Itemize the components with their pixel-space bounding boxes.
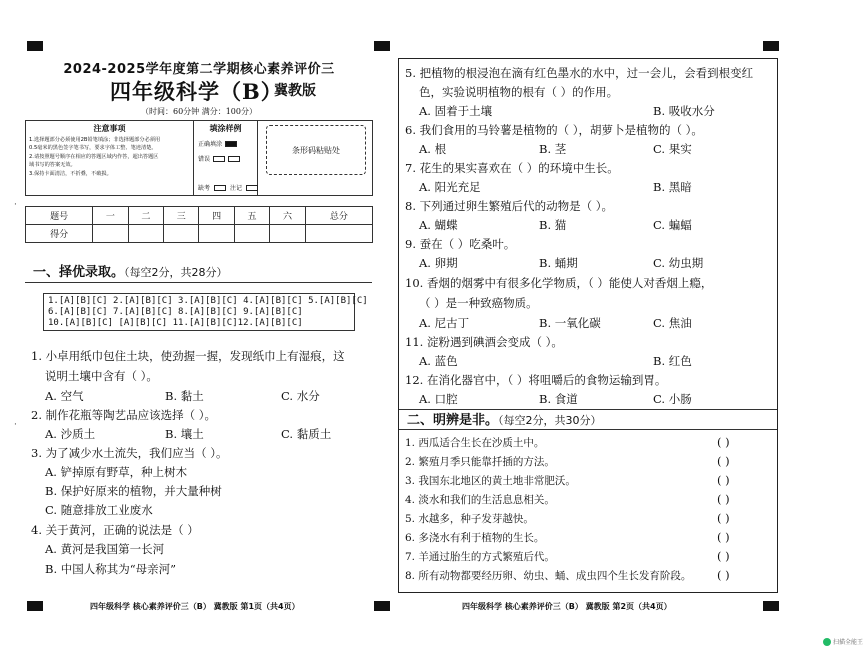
scanner-watermark — [823, 637, 863, 646]
judge-answer-7[interactable]: ( ) — [717, 549, 730, 563]
page-right — [398, 58, 778, 593]
question-9-option-c[interactable]: C. 幼虫期 — [653, 256, 704, 270]
question-10-option-b[interactable]: B. 一氧化碳 — [539, 316, 601, 330]
question-11-option-a[interactable]: A. 蓝色 — [419, 354, 458, 368]
question-8-option-b[interactable]: B. 猫 — [539, 218, 567, 232]
question-6-option-a[interactable]: A. 根 — [419, 142, 447, 156]
question-4-option-b[interactable]: B. 中国人称其为“母亲河” — [45, 562, 177, 576]
answer-row[interactable]: 1.[A][B][C] 2.[A][B][C] 3.[A][B][C] 4.[A][B][C] 5.[A][B][C] — [48, 296, 368, 306]
notice-box — [25, 120, 373, 196]
question-2-option-a[interactable]: A. 沙质土 — [45, 427, 96, 441]
wrong-swatch-icon — [213, 156, 225, 162]
question-11: 11. 淀粉遇到碘酒会变成（ ）。 — [405, 335, 563, 349]
score-cell: 二 — [128, 207, 163, 225]
question-10-option-a[interactable]: A. 尼古丁 — [419, 316, 470, 330]
judge-item-4: 4. 淡水和我们的生活息息相关。 — [405, 494, 555, 506]
question-2-option-c[interactable]: C. 黏质土 — [281, 427, 332, 441]
section2-note: （每空2分，共30分） — [498, 414, 602, 427]
scanner-watermark-text: 扫描全能王 — [833, 639, 863, 646]
notice-line: 2.请按照题号顺序在相应的答题区域内作答，超出答题区 — [29, 153, 159, 160]
question-10-line2: （ ）是一种致癌物质。 — [419, 296, 538, 310]
question-6: 6. 我们食用的马铃薯是植物的（ ），胡萝卜是植物的（ ）。 — [405, 123, 703, 137]
notice-line: 3.保持卡面清洁，不折叠，不破损。 — [29, 170, 112, 177]
mark-checkbox[interactable] — [246, 185, 258, 191]
judge-answer-2[interactable]: ( ) — [717, 454, 730, 468]
notice-line: 0.5毫米的黑色签字笔书写，要求字体工整、笔迹清楚。 — [29, 145, 157, 152]
section2-title: 二、明辨是非。 — [407, 413, 499, 428]
barcode-area: 条形码粘贴处 — [266, 125, 366, 175]
wrong-swatch-icon — [228, 156, 240, 162]
question-4: 4. 关于黄河，正确的说法是（ ） — [31, 523, 199, 537]
fill-wrong-label: 错误 — [198, 156, 211, 163]
answer-row[interactable]: 6.[A][B][C] 7.[A][B][C] 8.[A][B][C] 9.[A][B][C] — [48, 307, 303, 317]
question-7-option-b[interactable]: B. 黑暗 — [653, 180, 692, 194]
question-12-option-a[interactable]: A. 口腔 — [419, 392, 458, 406]
judge-item-6: 6. 多浇水有利于植物的生长。 — [405, 532, 545, 544]
score-cell: 六 — [270, 207, 305, 225]
absent-checkbox[interactable] — [214, 185, 226, 191]
score-input-cell[interactable] — [164, 225, 199, 243]
footer-page-1: 四年级科学 核心素养评价三（B） 冀教版 第1页（共4页） — [90, 602, 300, 611]
exam-time: （时间：60分钟 满分：100分） — [141, 107, 257, 116]
judge-answer-8[interactable]: ( ) — [717, 568, 730, 582]
question-7: 7. 花生的果实喜欢在（ ）的环境中生长。 — [405, 161, 619, 175]
question-2: 2. 制作花瓶等陶艺品应该选择（ ）。 — [31, 408, 217, 422]
question-10-option-c[interactable]: C. 焦油 — [653, 316, 692, 330]
grade-title: 四年级科学（B） — [110, 79, 283, 104]
question-8-option-c[interactable]: C. 蝙蝠 — [653, 218, 692, 232]
registration-mark — [374, 41, 390, 51]
binding-dot: · — [14, 420, 17, 430]
judge-answer-3[interactable]: ( ) — [717, 473, 730, 487]
score-input-cell[interactable] — [270, 225, 305, 243]
question-9-option-a[interactable]: A. 卵期 — [419, 256, 458, 270]
notice-line: 1.选择题部分必须使用2B铅笔填涂；非选择题部分必须用 — [29, 137, 161, 143]
fill-correct-row — [198, 139, 253, 148]
question-1-line2: 说明土壤中含有（ ）。 — [45, 369, 158, 383]
score-cell: 五 — [234, 207, 269, 225]
absent-mark-label: 注记 — [230, 185, 243, 192]
question-11-option-b[interactable]: B. 红色 — [653, 354, 692, 368]
absent-row — [198, 183, 258, 192]
question-5-line2: 色，实验说明植物的根有（ ）的作用。 — [419, 85, 619, 99]
question-2-option-b[interactable]: B. 壤土 — [165, 427, 204, 441]
registration-mark — [763, 601, 779, 611]
judge-item-3: 3. 我国东北地区的黄土地非常肥沃。 — [405, 475, 576, 487]
section1-heading — [25, 262, 372, 283]
score-input-cell[interactable] — [234, 225, 269, 243]
fill-example-title: 填涂样例 — [209, 124, 242, 133]
registration-mark — [27, 41, 43, 51]
score-cell: 得分 — [26, 225, 93, 243]
notice-panel — [26, 121, 194, 195]
question-8: 8. 下列通过卵生繁殖后代的动物是（ ）。 — [405, 199, 614, 213]
binding-dot: · — [14, 200, 17, 210]
question-1-line1: 1. 小卓用纸巾包住土块，使劲握一握，发现纸巾上有湿痕，这 — [31, 349, 345, 363]
question-1-option-b[interactable]: B. 黏土 — [165, 389, 204, 403]
question-5-option-a[interactable]: A. 固着于土壤 — [419, 104, 493, 118]
judge-answer-5[interactable]: ( ) — [717, 511, 730, 525]
question-1-option-a[interactable]: A. 空气 — [45, 389, 84, 403]
answer-bubble-grid — [43, 293, 368, 331]
question-3-option-b[interactable]: B. 保护好原来的植物，并大量种树 — [45, 484, 222, 498]
absent-label: 缺考 — [198, 185, 211, 192]
question-12-option-c[interactable]: C. 小肠 — [653, 392, 692, 406]
footer-page-2: 四年级科学 核心素养评价三（B） 冀教版 第2页（共4页） — [462, 602, 672, 611]
judge-item-5: 5. 水越多，种子发芽越快。 — [405, 513, 534, 525]
registration-mark — [763, 41, 779, 51]
judge-item-1: 1. 西瓜适合生长在沙质土中。 — [405, 437, 545, 449]
score-input-cell[interactable] — [305, 225, 372, 243]
question-4-option-a[interactable]: A. 黄河是我国第一长河 — [45, 542, 165, 556]
question-3: 3. 为了减少水土流失，我们应当（ ）。 — [31, 446, 228, 460]
answer-row[interactable]: 10.[A][B][C] [A][B][C] 11.[A][B][C]12.[A][B][C] — [48, 318, 303, 328]
notice-line: 域书写的答案无效。 — [29, 162, 76, 169]
question-7-option-a[interactable]: A. 阳光充足 — [419, 180, 481, 194]
judge-item-2: 2. 繁殖月季只能靠扦插的方法。 — [405, 456, 555, 468]
question-9: 9. 蚕在（ ）吃桑叶。 — [405, 237, 516, 251]
notice-title: 注意事项 — [93, 124, 126, 133]
fill-wrong-row — [198, 154, 253, 163]
question-8-option-a[interactable]: A. 蝴蝶 — [419, 218, 458, 232]
question-3-option-a[interactable]: A. 铲掉原有野草，种上树木 — [45, 465, 188, 479]
page-left — [25, 56, 373, 593]
judge-item-8: 8. 所有动物都要经历卵、幼虫、蛹、成虫四个生长发育阶段。 — [405, 570, 692, 582]
section1-title: 一、择优录取。 — [33, 265, 125, 280]
score-input-cell[interactable] — [199, 225, 234, 243]
question-10-line1: 10. 香烟的烟雾中有很多化学物质，（ ）能使人对香烟上瘾， — [405, 276, 713, 290]
question-12: 12. 在消化器官中，（ ）将咀嚼后的食物运输到胃。 — [405, 373, 667, 387]
score-cell: 四 — [199, 207, 234, 225]
question-3-option-c[interactable]: C. 随意排放工业废水 — [45, 503, 153, 517]
score-input-cell[interactable] — [93, 225, 128, 243]
score-table-header-row — [26, 207, 373, 225]
judge-item-7: 7. 羊通过胎生的方式繁殖后代。 — [405, 551, 555, 563]
exam-title: 2024-2025学年度第二学期核心素养评价三 — [63, 62, 335, 77]
judge-answer-1[interactable]: ( ) — [717, 435, 730, 449]
question-1-option-c[interactable]: C. 水分 — [281, 389, 320, 403]
edition-label: 冀教版 — [274, 83, 316, 99]
filled-swatch-icon — [225, 141, 237, 147]
score-table-score-row — [26, 225, 373, 243]
score-cell: 题号 — [26, 207, 93, 225]
section1-note: （每空2分，共28分） — [124, 266, 228, 279]
judge-answer-6[interactable]: ( ) — [717, 530, 730, 544]
judge-answer-4[interactable]: ( ) — [717, 492, 730, 506]
scanner-logo-icon — [823, 638, 831, 646]
score-input-cell[interactable] — [128, 225, 163, 243]
score-table — [25, 206, 373, 243]
registration-mark — [374, 601, 390, 611]
score-cell: 三 — [164, 207, 199, 225]
score-cell: 总分 — [305, 207, 372, 225]
score-cell: 一 — [93, 207, 128, 225]
fill-correct-label: 正确填涂 — [198, 141, 223, 148]
section2-heading — [399, 409, 777, 430]
question-12-option-b[interactable]: B. 食道 — [539, 392, 578, 406]
question-5-option-b[interactable]: B. 吸收水分 — [653, 104, 715, 118]
question-9-option-b[interactable]: B. 蛹期 — [539, 256, 578, 270]
question-5-line1: 5. 把植物的根浸泡在滴有红色墨水的水中，过一会儿，会看到根变红 — [405, 66, 754, 80]
question-6-option-c[interactable]: C. 果实 — [653, 142, 692, 156]
registration-mark — [27, 601, 43, 611]
question-6-option-b[interactable]: B. 茎 — [539, 142, 567, 156]
